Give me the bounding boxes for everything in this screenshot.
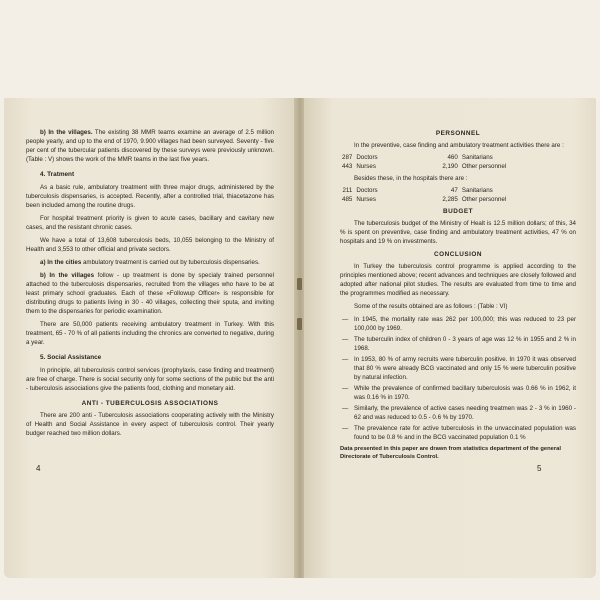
hospital-staff-paragraph: Besides these, in the hospitals there are : <box>354 175 468 182</box>
staff-count: 2,190 <box>442 162 458 170</box>
social-assistance-heading: 5. Social Assistance <box>40 354 102 361</box>
list-item: — Similarly, the prevalence of active cases needing treatmen was 2 - 3 % in 1960 - 62 and was reduced to 0.5 - 0.6 % by 1970. <box>340 404 576 422</box>
associations-heading: ANTI - TUBERCULOSIS ASSOCIATIONS <box>81 400 219 407</box>
villages-treatment-paragraph <box>26 271 274 316</box>
villages-treatment-text: follow - up treatment is done by specialy trained personnel attached to the tuberculosis dispensaries, recruited from the villages who have to be at least primary school graduates. Each of these «Followup Officer» is responsible for distributing drugs to patients living in 30 - 40 villages, collecting their sputa, and inviting them to the dispensaries for periodic examination. <box>26 272 275 315</box>
staff-table-preventive <box>342 154 512 171</box>
cities-lead: a) In the cities <box>40 259 82 266</box>
right-page-text <box>340 129 576 461</box>
results-list <box>340 315 576 442</box>
staff-role: Doctors <box>356 187 378 194</box>
staff-role: Doctors <box>356 154 378 161</box>
staff-role: Sanitarians <box>461 154 493 161</box>
social-assistance-paragraph: In principle, all tuberculosis control services (prophylaxis, case finding and treatment) are free of charge. There is social security only for some sections of the public but the anti - tuberculosis associations give the patients food, clothing and monetary aid. <box>26 367 274 392</box>
left-page <box>4 98 296 578</box>
list-item: — In 1953, 80 % of army recruits were tuberculin positive. In 1970 it was observed that 80 % were already BCG vaccinated and only 15 % were tuberculin positive by natural infection. <box>340 355 576 382</box>
table-row <box>342 196 512 205</box>
staff-count: 47 <box>450 187 458 194</box>
staff-count: 485 <box>342 195 353 203</box>
treatment-paragraph-1: As a basic rule, ambulatory treatment with three major drugs, administered by the tuberculosis dispensaries, is accepted. Recently, after a controlled trial, thiacetazone has been included among the routine drugs. <box>26 184 274 209</box>
list-item: — In 1945, the mortality rate was 262 per 100,000; this was reduced to 23 per 100,000 by 1969. <box>340 315 576 333</box>
cities-paragraph <box>26 258 274 267</box>
budget-heading: BUDGET <box>443 208 473 215</box>
page-number-right: 5 <box>537 464 542 473</box>
treatment-paragraph-3: We have a total of 13,608 tuberculosis beds, 10,055 belonging to the Ministry of Health and 3,553 to other official and private sectors. <box>26 237 274 253</box>
villages-lead: b) In the villages. <box>40 129 93 136</box>
staff-count: 2,285 <box>442 195 458 203</box>
conclusion-paragraph: In Turkey the tuberculosis control programme is applied according to the principles mentioned above; recent advances and techniques are closely followed and adopted after national pilot studies. The results are evaluated from time to time and the programmes modified as necessary. <box>340 263 576 297</box>
personnel-heading: PERSONNEL <box>435 130 481 137</box>
staple-top <box>297 278 302 290</box>
staff-role: Sanitarians <box>461 187 493 194</box>
associations-paragraph: There are 200 anti - Tuberculosis associations cooperating actively with the Ministry of Health and Social Assistance in every aspect of tuberculosis control. Their yearly budger reached two million dollars. <box>26 412 274 437</box>
results-intro: Some of the results obtained are as follows : (Table : VI) <box>354 303 508 310</box>
staff-role: Nurses <box>356 162 376 170</box>
table-row <box>342 187 512 196</box>
staff-table-hospitals <box>342 187 512 204</box>
personnel-paragraph: In the preventive, case finding and ambulatory treatment activities there are : <box>354 142 564 149</box>
villages-treatment-lead: b) In the villages <box>40 272 95 279</box>
villages-paragraph <box>26 128 274 164</box>
staff-role: Nurses <box>356 195 376 203</box>
table-row <box>342 163 512 172</box>
staff-count: 211 <box>342 187 353 194</box>
right-page <box>304 98 596 578</box>
treatment-paragraph-2: For hospital treatment priority is given to acute cases, bacillary and cavitary new cases, and the resistant chronic cases. <box>26 215 274 231</box>
villages-text: The existing 38 MMR teams examine an average of 2.5 million people yearly, and up to the end of 1970, 9.900 villages had been surveyed. Seventy - five per cent of the tubercular patients discovered by these surveys were previously unknown. (Table : V) shows the work of the MMR teams in the last five years. <box>26 129 274 163</box>
list-item: — The tuberculin index of children 0 - 3 years of age was 12 % in 1955 and 2 % in 1968. <box>340 335 576 353</box>
staff-role: Other personnel <box>461 195 507 203</box>
staff-count: 443 <box>342 162 353 170</box>
left-page-text <box>26 128 274 442</box>
staff-role: Other personnel <box>461 162 507 170</box>
page-number-left: 4 <box>36 464 41 473</box>
staple-bottom <box>297 318 302 330</box>
cities-text: ambulatory treatment is carried out by tuberculosis dispensaries. <box>81 259 260 266</box>
budget-paragraph: The tuberculosis budget of the Ministry of Healt is 12.5 million dollars; of this, 34 % is spent on preventive, case finding and ambulatory treatment activities, 47 % on hospitals and 19 % on investments. <box>340 220 576 245</box>
conclusion-heading: CONCLUSION <box>434 251 482 258</box>
treatment-heading: 4. Tratment <box>40 171 75 178</box>
staff-count: 460 <box>447 154 458 161</box>
ambulatory-paragraph: There are 50,000 patients receiving ambulatory treatment in Turkey. With this treatment, 65 - 70 % of all patients including the chronics are converted to negative, during a year. <box>26 321 274 346</box>
data-source-note: Data presented in this paper are drawn from statistics department of the general Directorate of Tuberculosis Control. <box>340 446 561 460</box>
list-item: — The prevalence rate for active tuberculosis in the unvaccinated population was found to be 0.8 % and in the BCG vaccinated population 0.1 % <box>340 424 576 442</box>
table-row <box>342 154 512 163</box>
staff-count: 287 <box>342 154 353 161</box>
list-item: — While the prevalence of confirmed bacillary tuberculosis was 0.66 % in 1962, it was 0.16 % in 1970. <box>340 384 576 402</box>
